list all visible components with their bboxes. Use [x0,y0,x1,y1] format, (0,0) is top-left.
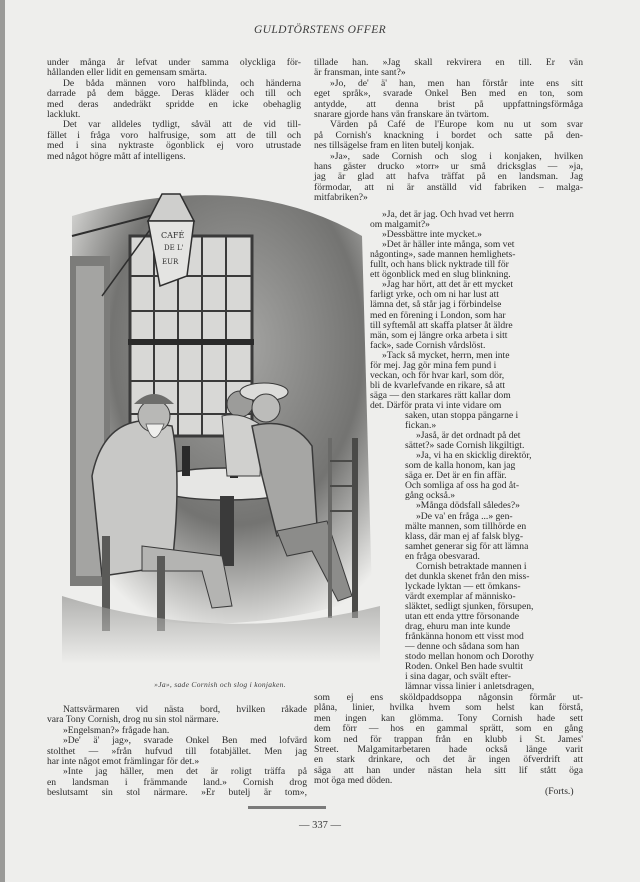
text-line: Det var alldeles tydligt, såväl att de vid till- [63,119,301,131]
text-line: beslutsamt sin stol närmare. »Er butelj är tom», [47,787,307,799]
text-line: fullt, och hans blick nyktrade till för [370,259,509,271]
text-line: klass, där man ej af falsk blyg- [405,530,524,542]
page-number: — 337 — [299,820,341,831]
text-line: lämna det, så står jag i förbindelse [370,299,502,311]
text-line: eget språk», svarade Onkel Ben med en ton, som [314,88,583,100]
text-line: med något högre mått af intelligens. [47,150,186,162]
text-line: gång också.» [405,490,456,502]
text-line: med i sina nyktraste ögonblick ej voro utrustade [47,140,301,152]
text-line: farligt yrke, och om ni har lust att [370,289,499,301]
text-line: under många år lefvat under samma olyckliga för- [47,57,301,68]
text-line: tillade han. »Jag skall rekvirera en till. Er vän [314,57,583,68]
text-line: Cornish betraktade mannen i [416,560,527,572]
text-line: säga er. Det är en fin affär. [405,470,507,482]
text-line: värdt exemplar af människo- [405,590,516,602]
text-line: Street. Malgamitarbetaren hade också länge varit [314,744,583,756]
text-line: vara Tony Cornish, drog nu sin stol närmare. [47,714,219,726]
text-line: släktet, sedligt sjunken, försupen, [405,600,534,612]
text-line: »Inte jag häller, men det är roligt träffa på [63,766,307,778]
text-line: lämnar vissa linier i anletsdragen, [405,681,535,693]
text-line: med deras andedräkt spridde en icke obehaglig [47,98,301,110]
text-line: Nattsvärmaren vid nästa bord, hvilken råkade [63,704,307,715]
text-line: samhet generar sig för att lämna [405,540,529,552]
text-line: fickan.» [405,420,437,432]
text-line: »De va' en fråga ...» gen- [416,510,513,522]
text-line: fället i fråga voro halfrusige, som att de till och [47,129,301,141]
text-line: lacklukt. [47,109,81,121]
text-line: »Det är häller inte många, som vet [382,239,515,251]
text-line: »Ja, vi ha en skicklig direktör, [416,450,532,462]
text-line: dem förr — hos en gammal sprätt, som en gång [314,723,583,735]
text-line: utan ett enda yttre försonande [405,611,520,622]
text-line: på Cornish's knackning i bordet och satte på den- [314,129,583,141]
text-line: Och somliga af oss ha god åt- [405,480,520,492]
text-line: drag, ehuru man inte kunde [405,621,511,633]
text-line: som de kalla honom, kan jag [405,460,516,472]
text-line: för mej. Jag gör mina fem pund i [370,359,497,371]
svg-text:EUR: EUR [162,258,179,266]
right-column-top-text [314,58,583,204]
text-line: veckan, och för hvar karl, som dör, [370,369,505,381]
text-line: »De' ä' jag», svarade Onkel Ben med lofvärd [63,735,307,747]
text-line: som ej ens sköldpaddsoppa någonsin förmår ut- [314,692,583,703]
text-line: det dunkla skenet från den miss- [405,570,530,582]
text-line: stodo mellan honom och Dorothy [405,651,534,663]
text-line: män, som ej längre orka arbeta i sitt [370,329,508,341]
text-line: en landsman i främmande land.» Cornish drog [47,776,307,788]
continued-note: (Forts.) [545,786,574,797]
text-line: saken, utan stoppa pängarne i [405,410,519,421]
text-line: »Ja», sade Cornish och slog i konjaken, hvilken [330,150,583,162]
text-line: mot öga med döden. [314,775,393,787]
text-line: nes tillsägelse fram en liten butelj konjak. [314,140,475,152]
illustration [62,176,380,664]
text-line: De båda männen voro halfblinda, och händerna [63,77,301,89]
text-line: lyckade lyktan — ett ömkans- [405,580,521,592]
text-line: sättet?» sade Cornish likgiltigt. [405,440,525,452]
text-line: antydde, att denna brist på uppfattningsförmåga [314,98,583,110]
text-line: någonting», sade mannen hemlighets- [370,249,516,261]
svg-text:CAFÉ: CAFÉ [161,231,185,240]
text-line: »Engelsman?» frågade han. [63,724,170,736]
text-line: förmodar, att ni är anställd vid fabriken – malga- [314,181,583,193]
text-line: fack», sade Cornish vårdslöst. [370,339,486,351]
text-line: »Jag har hört, att det är ett mycket [382,279,514,291]
page-edge [0,0,5,882]
illustration-caption: »Ja», sade Cornish och slog i konjaken. [154,680,286,689]
text-line: plåna, linier, hvilka hvem som helst kan förstå, [314,702,583,714]
text-line: »Ja, det är jag. Och hvad vet herrn [382,209,514,220]
text-line: Roden. Onkel Ben hade svultit [405,661,524,673]
text-line: har inte något emot främlingar för det.» [47,756,200,768]
text-line: darrade på dem bägge. Deras kläder och till och [47,88,301,100]
text-line: säga att han under nästan hela sitt lif stått öga [314,764,583,776]
text-line: jag är glad att hafva träffat på en landsman. Jag [314,171,583,183]
text-line: ett ögonblick med en slug blinkning. [370,269,511,281]
text-line: — denne och sådana som han [405,641,520,653]
text-line: bli de kvarlefvande en rikare, så att [370,379,506,391]
text-line: säga — den starkares rätt kallar dom [370,389,511,401]
text-line: »Många dödsfall således?» [416,500,520,512]
end-rule [248,806,326,809]
text-line: mälte mannen, som tillhörde en [405,520,527,532]
text-line: om malgamit?» [370,219,430,231]
text-line: snarare gjorde hans vän franskare än tvärtom. [314,109,490,121]
text-line: kom ned för trappan från en klubb i St. James' [314,733,583,745]
text-line: i sina dagar, och svält efter- [405,671,511,683]
text-line: mitfabriken?» [314,192,368,204]
left-column-bottom-text [47,705,307,799]
text-line: »Jaså, är det ordnadt på det [416,430,521,442]
text-line: är fransman, inte sant?» [314,67,406,79]
text-line: »Dessbättre inte mycket.» [382,229,482,241]
svg-text:DE L': DE L' [164,244,184,252]
running-head: GULDTÖRSTENS OFFER [253,24,387,36]
text-line: men ingen kan glömma. Tony Cornish hade sett [314,712,583,724]
text-line: en stark drinkare, och det är ingen öfverdrift att [314,754,583,766]
text-line: det. Därför prata vi inte vidare om [370,399,502,411]
text-line: »Jo, de' ä' han, men han förstår inte ens sitt [330,77,583,89]
right-column-bottom-text [314,693,583,787]
left-column-top-text [47,58,301,162]
text-line: stolthet — »från hufvud till fotabjället. Men jag [47,745,307,757]
text-line: till syftemål att skaffa platser åt äldre [370,319,513,331]
text-line: Värden på Café de l'Europe kom nu ut som svar [330,119,583,131]
text-line: »Tack så mycket, herrn, men inte [382,349,510,361]
text-line: med en förening i London, som har [370,309,506,321]
text-line: frånkänna honom ett visst mod [405,631,524,643]
text-line: hållanden eller lidit en gemensam smärta. [47,67,207,79]
text-line: hans gäster drucko »torr» ur små dricksglas — »ja, [314,161,583,173]
text-line: en fråga obesvarad. [405,550,480,562]
